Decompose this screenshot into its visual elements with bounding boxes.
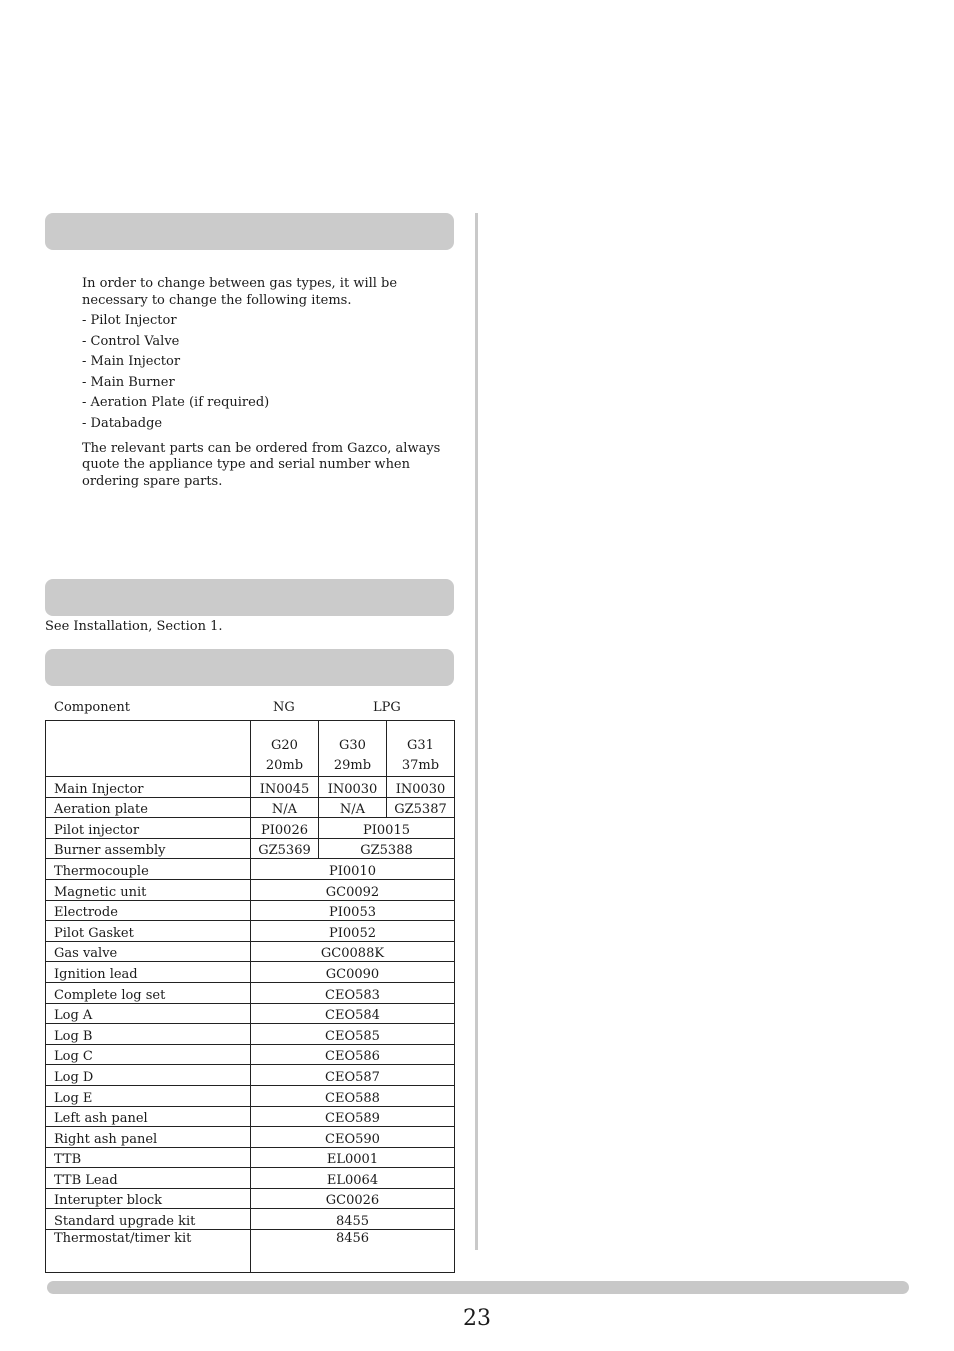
gas-type-row [46, 721, 455, 777]
ng-part-cell: PI0026 [251, 818, 319, 839]
component-name-cell: Left ash panel [46, 1106, 251, 1127]
see-installation-text: See Installation, Section 1. [45, 619, 223, 634]
component-name-cell: TTB [46, 1147, 251, 1168]
page-number: 23 [463, 1306, 491, 1331]
table-row [46, 1106, 455, 1127]
g30-header [319, 721, 387, 777]
table-row [46, 1127, 455, 1148]
table-row [46, 1003, 455, 1024]
intro-paragraph: In order to change between gas types, it will be necessary to change the following items. [82, 276, 398, 308]
part-number-cell: PI0053 [251, 900, 455, 921]
part-number-cell: PI0010 [251, 859, 455, 880]
component-name-cell: Thermocouple [46, 859, 251, 880]
component-name-cell: Log C [46, 1044, 251, 1065]
list-item: - Aeration Plate (if required) [82, 395, 270, 411]
lpg-part-cell: PI0015 [319, 818, 455, 839]
table-row [46, 1065, 455, 1086]
list-item: - Pilot Injector [82, 313, 177, 328]
part-number-cell: CEO585 [251, 1024, 455, 1045]
component-name-cell: Right ash panel [46, 1127, 251, 1148]
component-name-cell: Log A [46, 1003, 251, 1024]
table-row [46, 1085, 455, 1106]
part-number-cell: CEO589 [251, 1106, 455, 1127]
component-name-cell: Log E [46, 1085, 251, 1106]
gas-type-label: G20 [271, 738, 298, 753]
component-name-cell: Electrode [46, 900, 251, 921]
part-number-cell: GC0026 [251, 1188, 455, 1209]
items-list [82, 313, 457, 437]
table-row [46, 1209, 455, 1230]
part-number-cell: CEO584 [251, 1003, 455, 1024]
part-number-cell: CEO588 [251, 1085, 455, 1106]
part-number-cell: CEO587 [251, 1065, 455, 1086]
lpg-part-cell: GZ5388 [319, 838, 455, 859]
ng-header: NG [273, 700, 295, 715]
component-name-cell: Log D [46, 1065, 251, 1086]
table-row [46, 962, 455, 983]
lpg-header: LPG [373, 700, 401, 715]
footer-bar [47, 1281, 909, 1294]
gas-conversion-text [82, 276, 457, 490]
table-row [46, 1147, 455, 1168]
table-row [46, 859, 455, 880]
table-row [46, 777, 455, 798]
component-name-cell: Log B [46, 1024, 251, 1045]
table-row [46, 900, 455, 921]
gas-pressure-label: 29mb [333, 758, 372, 773]
table-row [46, 838, 455, 859]
g30-part-cell: N/A [319, 797, 387, 818]
list-item: - Main Burner [82, 374, 175, 390]
list-item: - Databadge [82, 415, 163, 431]
part-number-cell: EL0001 [251, 1147, 455, 1168]
component-name-cell: Gas valve [46, 941, 251, 962]
g20-part-cell: N/A [251, 797, 319, 818]
component-header: Component [54, 700, 130, 715]
table-row [46, 1188, 455, 1209]
table-row [46, 1168, 455, 1189]
g31-header [387, 721, 455, 777]
ng-part-cell: GZ5369 [251, 838, 319, 859]
part-number-cell: GC0090 [251, 962, 455, 983]
section-header-bar-2 [45, 579, 454, 616]
part-number-cell: CEO590 [251, 1127, 455, 1148]
component-name-cell: Complete log set [46, 982, 251, 1003]
part-number-cell: CEO586 [251, 1044, 455, 1065]
table-row [46, 1044, 455, 1065]
component-name-cell: Interupter block [46, 1188, 251, 1209]
part-number-cell: CEO583 [251, 982, 455, 1003]
g30-part-cell: IN0030 [319, 777, 387, 798]
g20-part-cell: IN0045 [251, 777, 319, 798]
blank-cell [46, 721, 251, 777]
parts-table [45, 720, 455, 1273]
parts-table-body [46, 721, 455, 1273]
component-name-cell: Thermostat/timer kit [46, 1230, 251, 1273]
component-name-cell: TTB Lead [46, 1168, 251, 1189]
gas-type-label: G31 [407, 738, 434, 753]
component-name-cell: Pilot Gasket [46, 921, 251, 942]
table-row [46, 818, 455, 839]
g31-part-cell: IN0030 [387, 777, 455, 798]
part-number-cell: EL0064 [251, 1168, 455, 1189]
column-divider [475, 213, 478, 1250]
part-number-cell: PI0052 [251, 921, 455, 942]
component-name-cell: Standard upgrade kit [46, 1209, 251, 1230]
g20-header [251, 721, 319, 777]
table-row [46, 797, 455, 818]
table-row [46, 921, 455, 942]
section-header-bar-1 [45, 213, 454, 250]
gas-pressure-label: 37mb [401, 758, 440, 773]
part-number-cell: 8456 [251, 1230, 455, 1273]
table-row [46, 941, 455, 962]
table-row [46, 1230, 455, 1273]
part-number-cell: 8455 [251, 1209, 455, 1230]
component-name-cell: Aeration plate [46, 797, 251, 818]
gas-pressure-label: 20mb [265, 758, 304, 773]
list-item: - Main Injector [82, 354, 181, 370]
table-row [46, 1024, 455, 1045]
component-name-cell: Pilot injector [46, 818, 251, 839]
gas-type-label: G30 [339, 738, 366, 753]
ordering-paragraph: The relevant parts can be ordered from Gazco, always quote the appliance type and serial number when ordering spare parts. [82, 440, 441, 489]
component-name-cell: Magnetic unit [46, 879, 251, 900]
component-name-cell: Burner assembly [46, 838, 251, 859]
section-header-bar-3 [45, 649, 454, 686]
g31-part-cell: GZ5387 [387, 797, 455, 818]
component-name-cell: Main Injector [46, 777, 251, 798]
list-item: - Control Valve [82, 333, 180, 349]
component-name-cell: Ignition lead [46, 962, 251, 983]
table-row [46, 879, 455, 900]
table-row [46, 982, 455, 1003]
part-number-cell: GC0092 [251, 879, 455, 900]
part-number-cell: GC0088K [251, 941, 455, 962]
